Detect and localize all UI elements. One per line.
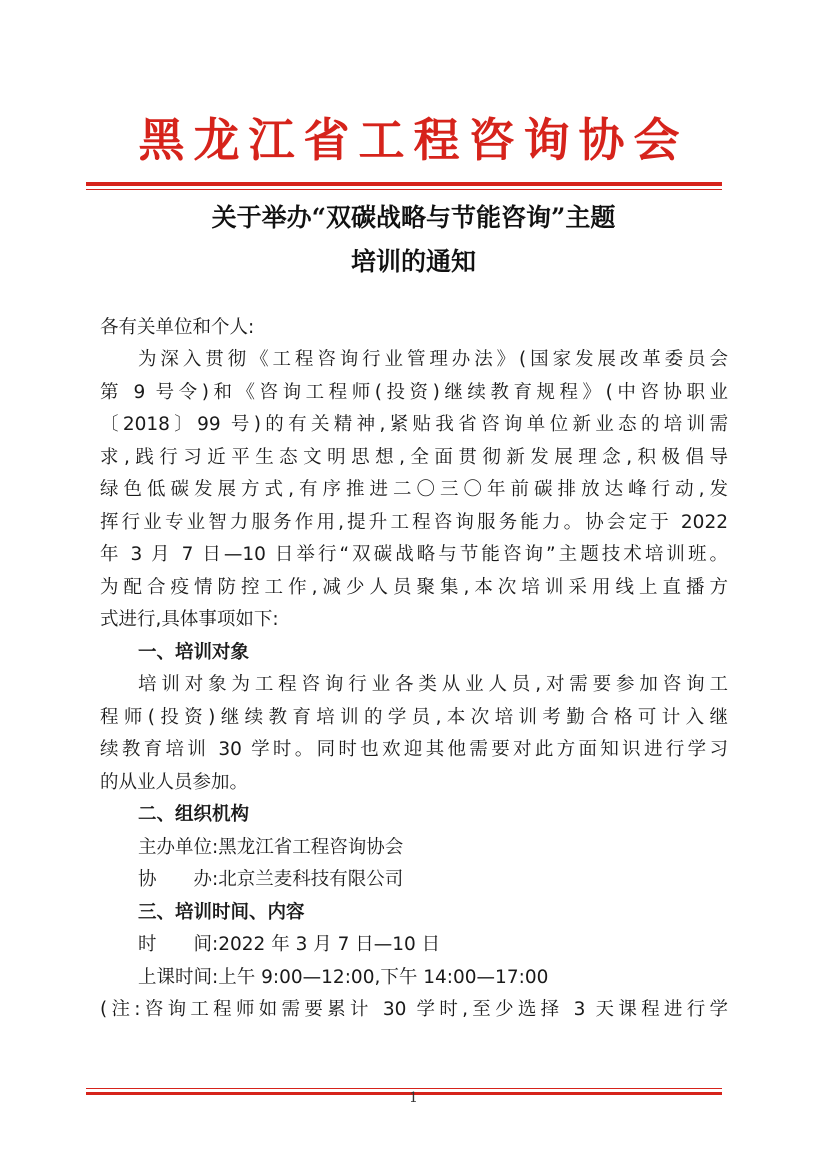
schedule-note: (注:咨询工程师如需要累计 30 学时,至少选择 3 天课程进行学 — [100, 999, 728, 1020]
salutation: 各有关单位和个人: — [100, 317, 255, 338]
schedule-class-time: 上课时间:上午 9:00—12:00,下午 14:00—17:00 — [138, 967, 549, 988]
intro-line: 挥行业专业智力服务作用,提升工程咨询服务能力。协会定于 2022 — [100, 512, 728, 533]
section-heading-schedule: 三、培训时间、内容 — [138, 902, 305, 923]
intro-line: 绿色低碳发展方式,有序推进二〇三〇年前碳排放达峰行动,发 — [100, 479, 728, 500]
section1-line: 程师(投资)继续教育培训的学员,本次培训考勤合格可计入继 — [100, 707, 728, 728]
intro-line: 〔2018〕99 号)的有关精神,紧贴我省咨询单位新业态的培训需 — [100, 414, 728, 435]
section1-line: 的从业人员参加。 — [100, 772, 249, 793]
notice-title-line-2: 培训的通知 — [350, 247, 476, 276]
notice-title-line-1: 关于举办“双碳战略与节能咨询”主题 — [211, 203, 616, 232]
intro-line: 为配合疫情防控工作,减少人员聚集,本次培训采用线上直播方 — [100, 577, 728, 598]
section1-line: 培训对象为工程咨询行业各类从业人员,对需要参加咨询工 — [138, 674, 728, 695]
letterhead-rule-thick — [86, 182, 722, 186]
schedule-date: 时 间:2022 年 3 月 7 日—10 日 — [138, 934, 441, 955]
intro-line: 第 9 号令)和《咨询工程师(投资)继续教育规程》(中咨协职业 — [100, 382, 728, 403]
letterhead-rule-thin — [86, 189, 722, 190]
intro-line: 求,践行习近平生态文明思想,全面贯彻新发展理念,积极倡导 — [100, 447, 728, 468]
organizer-cohost: 协 办:北京兰麦科技有限公司 — [138, 869, 404, 890]
section-heading-organizers: 二、组织机构 — [138, 804, 250, 825]
footer-rule-thin — [86, 1088, 722, 1089]
page-number: 1 — [409, 1090, 418, 1106]
organizer-host: 主办单位:黑龙江省工程咨询协会 — [138, 837, 404, 858]
intro-line: 式进行,具体事项如下: — [100, 609, 279, 630]
section-heading-trainees: 一、培训对象 — [138, 642, 250, 663]
org-letterhead: 黑龙江省工程咨询协会 — [138, 113, 689, 167]
intro-line: 为深入贯彻《工程咨询行业管理办法》(国家发展改革委员会 — [138, 349, 728, 370]
intro-line: 年 3 月 7 日—10 日举行“双碳战略与节能咨询”主题技术培训班。 — [100, 544, 728, 565]
section1-line: 续教育培训 30 学时。同时也欢迎其他需要对此方面知识进行学习 — [100, 739, 728, 760]
